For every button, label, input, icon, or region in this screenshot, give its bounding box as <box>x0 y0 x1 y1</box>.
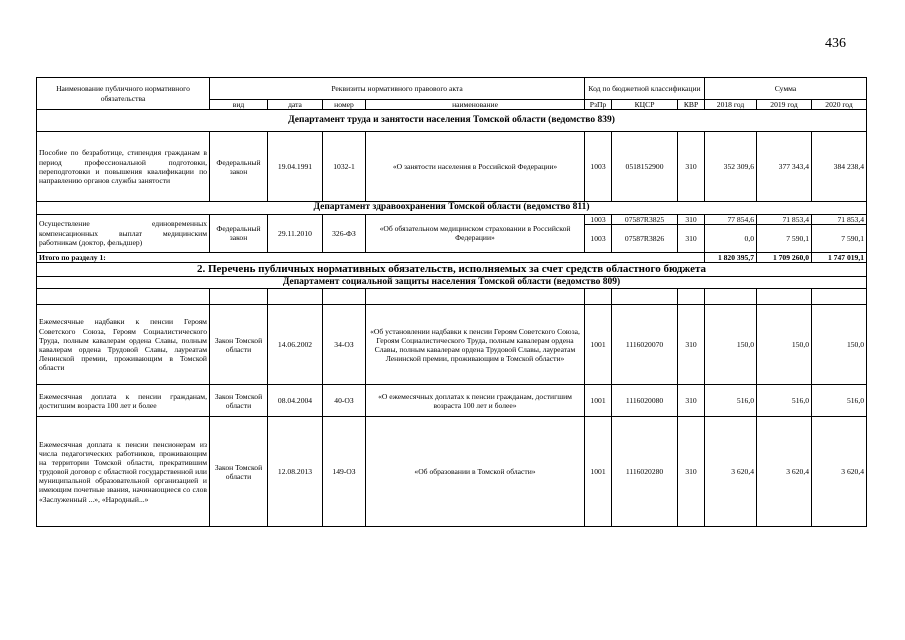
amount-2018: 0,0 <box>705 224 757 252</box>
sub-kvr: КВР <box>678 100 705 110</box>
amount-2019: 7 590,1 <box>757 224 812 252</box>
sub-title: наименование <box>366 100 585 110</box>
amount-2018: 516,0 <box>705 385 757 417</box>
amount-2019: 516,0 <box>757 385 812 417</box>
kcsr: 1116020280 <box>612 417 678 527</box>
act-title: «О занятости населения в Российской Федерации» <box>366 132 585 202</box>
rzpr: 1001 <box>585 385 612 417</box>
total-row <box>37 252 867 262</box>
amount-2020: 516,0 <box>812 385 867 417</box>
sub-number: номер <box>323 100 366 110</box>
kvr: 310 <box>678 385 705 417</box>
act-title: «О ежемесячных доплатах к пенсии гражданам, достигшим возраста 100 лет и более» <box>366 385 585 417</box>
act-number: 1032-1 <box>323 132 366 202</box>
kcsr: 07587R3826 <box>612 224 678 252</box>
amount-2020: 384 238,4 <box>812 132 867 202</box>
obligation-name: Ежемесячные надбавки к пенсии Героям Советского Союза, Героям Социалистического Труда, полным кавалерам ордена Славы, полным кавалерам ордена Трудовой Славы, лауреатам Ленинской премии, проживающим в Томской области <box>37 305 210 385</box>
act-type: Федеральный закон <box>210 132 268 202</box>
table-row <box>37 305 867 385</box>
act-title: «Об обязательном медицинском страховании в Российской Федерации» <box>366 214 585 252</box>
rzpr: 1003 <box>585 214 612 224</box>
act-title: «Об установлении надбавки к пенсии Героям Советского Союза, Героям Социалистического Труда, полным кавалерам ордена Славы, полным кавалерам ордена Трудовой Славы, лауреатам Ленинской премии, проживающим в Томской области» <box>366 305 585 385</box>
amount-2019: 71 853,4 <box>757 214 812 224</box>
act-type: Закон Томской области <box>210 305 268 385</box>
header-row <box>37 78 867 100</box>
amount-2018: 150,0 <box>705 305 757 385</box>
section-heading: 2. Перечень публичных нормативных обязательств, исполняемых за счет средств областного бюджета <box>37 262 867 276</box>
kvr: 310 <box>678 224 705 252</box>
act-type: Закон Томской области <box>210 417 268 527</box>
sub-2020: 2020 год <box>812 100 867 110</box>
act-number: 40-ОЗ <box>323 385 366 417</box>
act-date: 14.06.2002 <box>268 305 323 385</box>
sub-date: дата <box>268 100 323 110</box>
table-row <box>37 214 867 224</box>
act-type: Закон Томской области <box>210 385 268 417</box>
act-number: 326-ФЗ <box>323 214 366 252</box>
kcsr: 0518152900 <box>612 132 678 202</box>
amount-2020: 150,0 <box>812 305 867 385</box>
kcsr: 1116020070 <box>612 305 678 385</box>
kvr: 310 <box>678 417 705 527</box>
sub-2019: 2019 год <box>757 100 812 110</box>
dept-heading: Департамент здравоохранения Томской области (ведомство 811) <box>37 202 867 214</box>
amount-2020: 3 620,4 <box>812 417 867 527</box>
act-number: 149-ОЗ <box>323 417 366 527</box>
header-code: Код по бюджетной классификации <box>585 78 705 100</box>
sub-type: вид <box>210 100 268 110</box>
obligations-table <box>36 77 867 527</box>
rzpr: 1001 <box>585 417 612 527</box>
act-number: 34-ОЗ <box>323 305 366 385</box>
amount-2020: 71 853,4 <box>812 214 867 224</box>
dept-row <box>37 110 867 132</box>
kcsr: 07587R3825 <box>612 214 678 224</box>
amount-2019: 3 620,4 <box>757 417 812 527</box>
act-date: 29.11.2010 <box>268 214 323 252</box>
total-2018: 1 820 395,7 <box>705 252 757 262</box>
act-title: «Об образовании в Томской области» <box>366 417 585 527</box>
amount-2020: 7 590,1 <box>812 224 867 252</box>
rzpr: 1003 <box>585 132 612 202</box>
amount-2018: 352 309,6 <box>705 132 757 202</box>
act-type: Федеральный закон <box>210 214 268 252</box>
sub-2018: 2018 год <box>705 100 757 110</box>
header-sum: Сумма <box>705 78 867 100</box>
rzpr: 1003 <box>585 224 612 252</box>
sub-rzpr: РзПр <box>585 100 612 110</box>
amount-2019: 150,0 <box>757 305 812 385</box>
dept-heading: Департамент социальной защиты населения Томской области (ведомство 809) <box>37 276 867 288</box>
act-date: 19.04.1991 <box>268 132 323 202</box>
kvr: 310 <box>678 214 705 224</box>
table-row <box>37 417 867 527</box>
total-2020: 1 747 019,1 <box>812 252 867 262</box>
obligation-name: Ежемесячная доплата к пенсии пенсионерам из числа педагогических работников, проживающим на территории Томской области, прекратившим трудовой договор с областной государственной или муниципальной образовательной организацией и имеющим почетные звания, начинающиеся со слов «Заслуженный ...», «Народный...» <box>37 417 210 527</box>
sub-kcsr: КЦСР <box>612 100 678 110</box>
dept-heading: Департамент труда и занятости населения Томской области (ведомство 839) <box>37 110 867 132</box>
total-2019: 1 709 260,0 <box>757 252 812 262</box>
kvr: 310 <box>678 132 705 202</box>
table-row <box>37 132 867 202</box>
kcsr: 1116020080 <box>612 385 678 417</box>
kvr: 310 <box>678 305 705 385</box>
obligation-name: Осуществление единовременных компенсационных выплат медицинским работникам (доктор, фельдшер) <box>37 214 210 252</box>
table-row <box>37 385 867 417</box>
amount-2018: 3 620,4 <box>705 417 757 527</box>
spacer-row <box>37 289 867 305</box>
amount-2018: 77 854,6 <box>705 214 757 224</box>
page-number: 436 <box>825 36 846 51</box>
header-act: Реквизиты нормативного правового акта <box>210 78 585 100</box>
act-date: 12.08.2013 <box>268 417 323 527</box>
rzpr: 1001 <box>585 305 612 385</box>
amount-2019: 377 343,4 <box>757 132 812 202</box>
obligation-name: Ежемесячная доплата к пенсии гражданам, достигшим возраста 100 лет и более <box>37 385 210 417</box>
dept-row <box>37 202 867 214</box>
dept-row <box>37 276 867 288</box>
act-date: 08.04.2004 <box>268 385 323 417</box>
section-row <box>37 262 867 276</box>
obligation-name: Пособие по безработице, стипендия гражданам в период профессиональной подготовки, переподготовки и повышения квалификации по направлению органов службы занятости <box>37 132 210 202</box>
total-label: Итого по разделу 1: <box>37 252 705 262</box>
header-name: Наименование публичного нормативного обязательства <box>37 78 210 110</box>
